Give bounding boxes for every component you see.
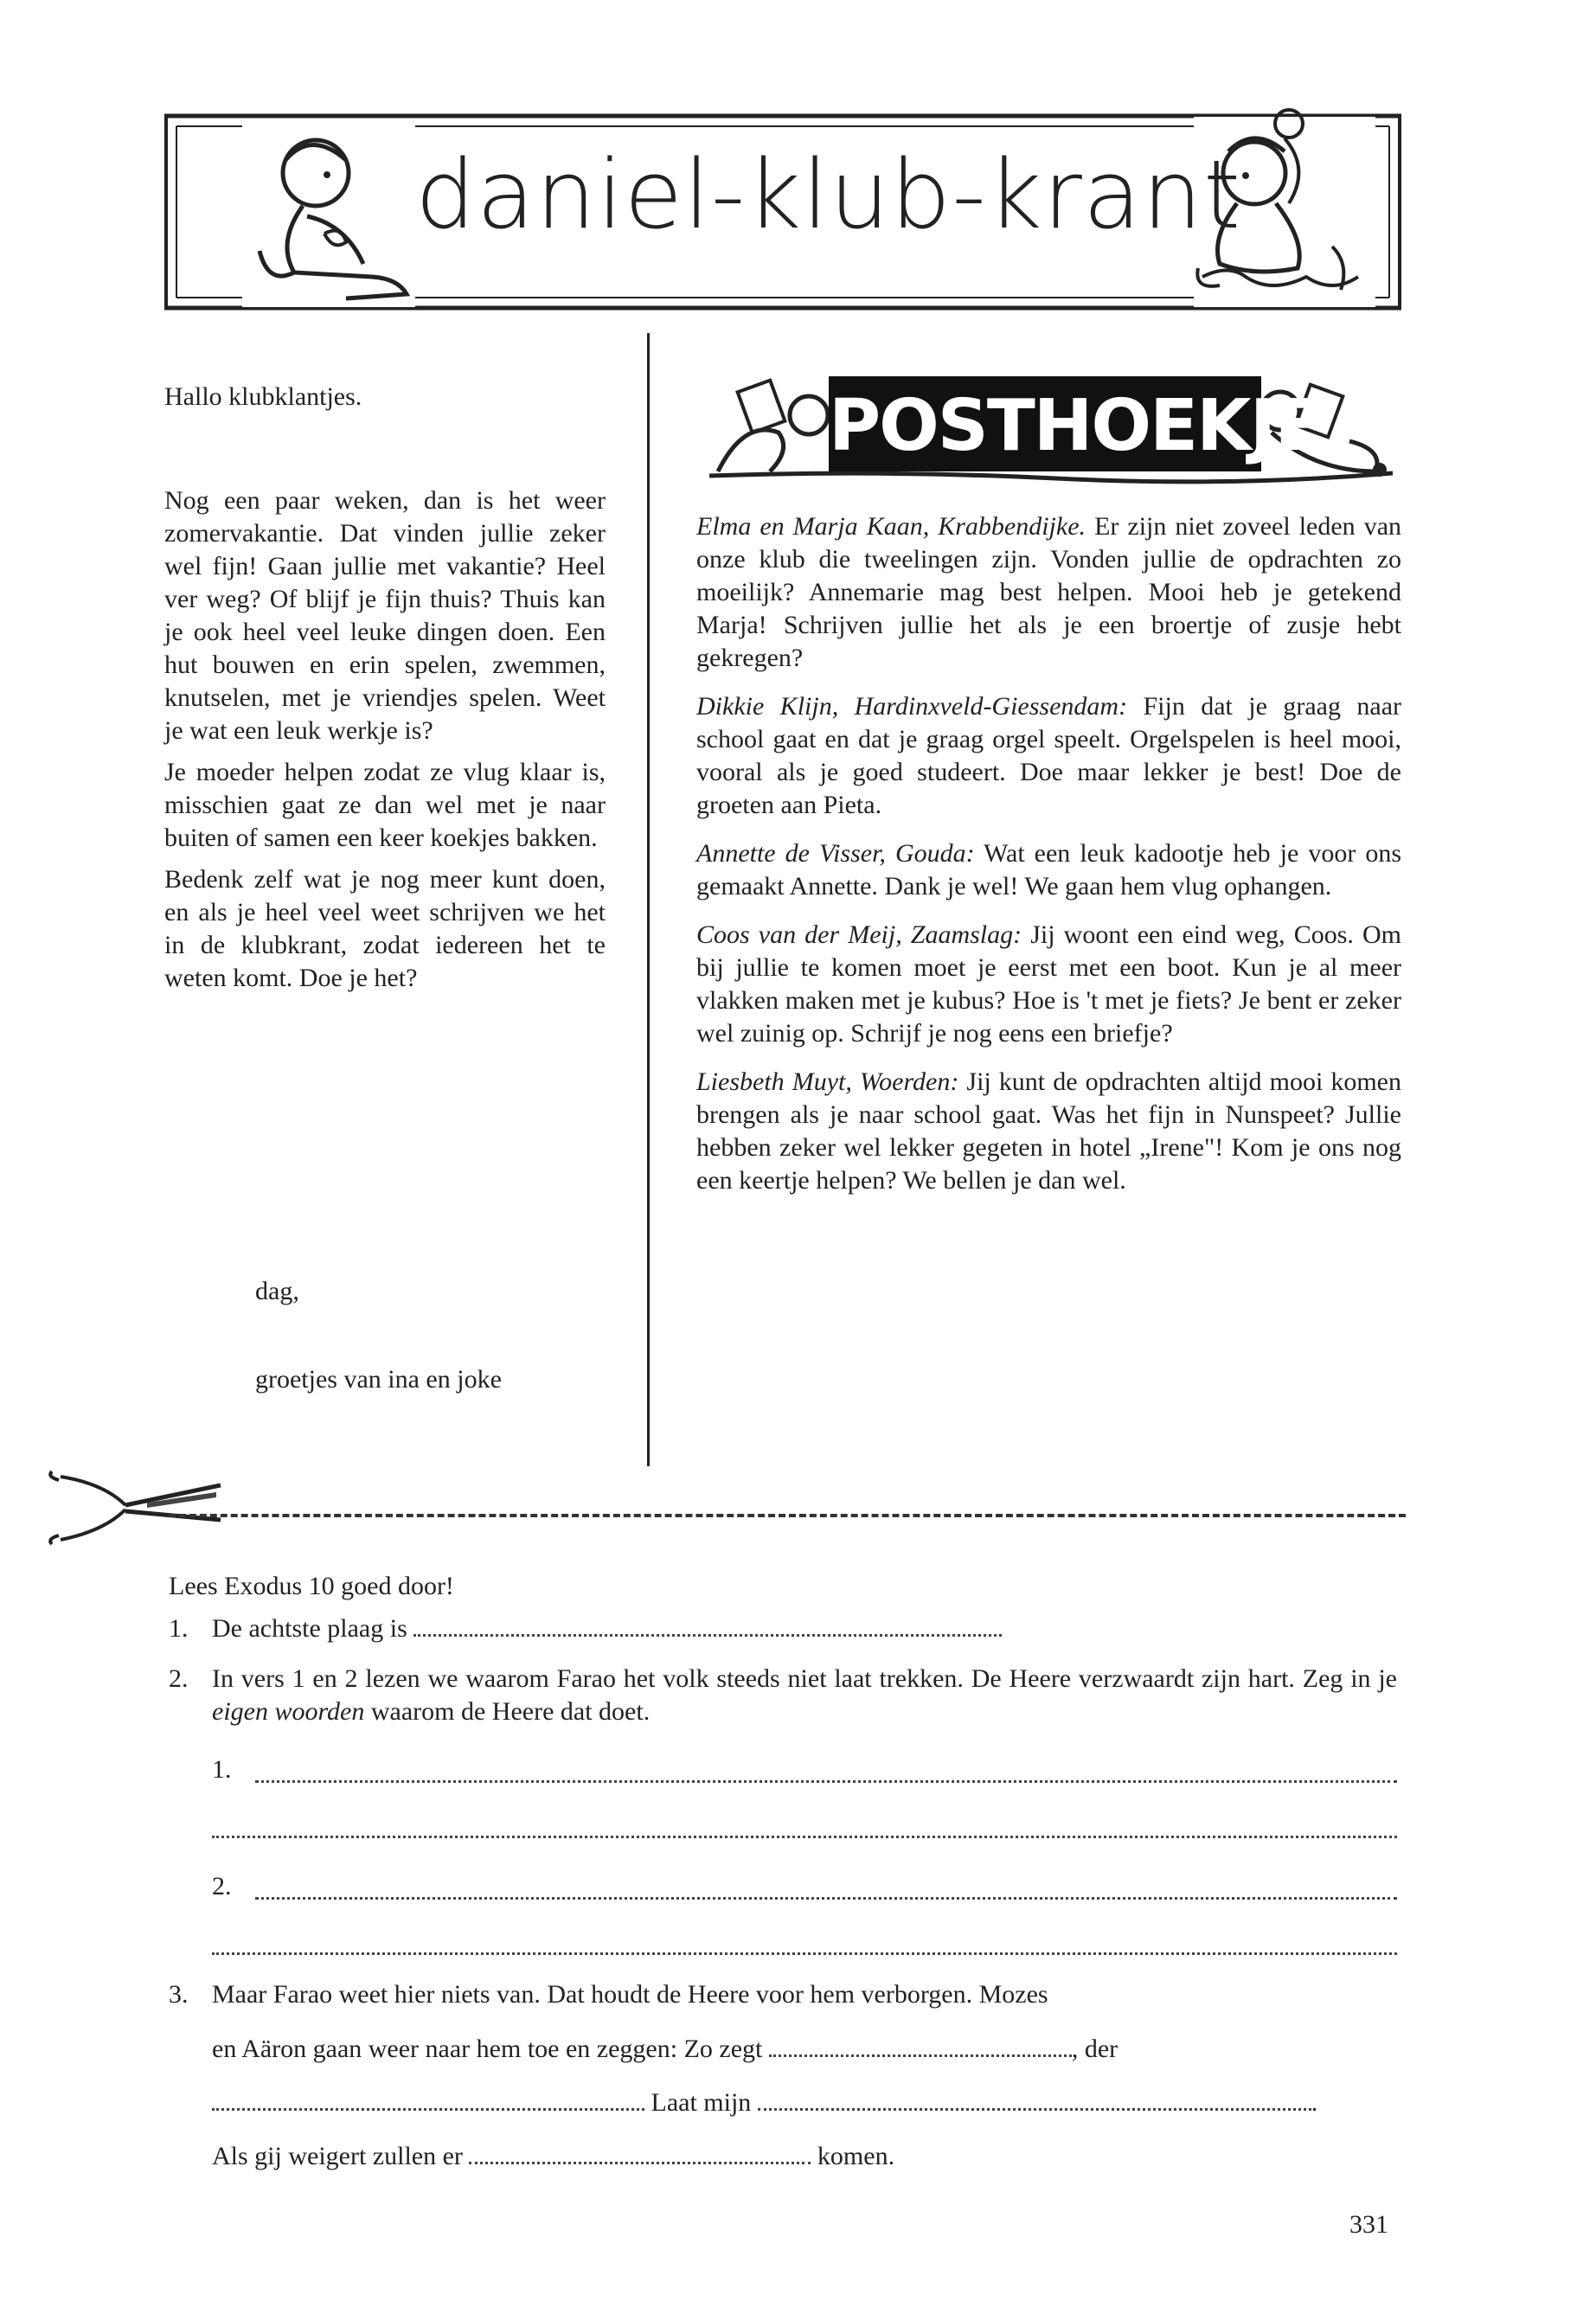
letter-sender: Annette de Visser, Gouda:: [696, 839, 975, 868]
letter-text: Er zijn niet zoveel leden van onze klub die tweelingen zijn. Vonden jullie de opdrachten zo moeilijk? Annemarie mag best helpen. Mooi heb je getekend Marja! Schrijven jullie het als je een broertje of zusje hebt gekregen?: [696, 512, 1402, 672]
cut-line: [169, 1514, 1406, 1517]
column-divider: [647, 333, 650, 1466]
worksheet-intro: Lees Exodus 10 goed door!: [169, 1572, 454, 1600]
question-number: 1.: [169, 1614, 189, 1643]
question-number: 2.: [169, 1664, 189, 1693]
letters-column: [696, 510, 1401, 1213]
question-3-line-1: Maar Farao weet hier niets van. Dat houdt de Heere voor hem verborgen. Mozes: [212, 1980, 1048, 2009]
header-banner: [164, 112, 1401, 311]
sign-off: dag,: [255, 1277, 299, 1305]
posthoekje-title: POSTHOEKJE: [829, 385, 1322, 467]
greeting: Hallo klubklantjes.: [164, 382, 362, 411]
page-title: daniel-klub-krant: [415, 139, 1242, 250]
letter-text: Wat een leuk kadootje heb je voor ons gemaakt Annette. Dank je wel! We gaan hem vlug ophangen.: [696, 839, 1401, 901]
letter-text: Fijn dat je graag naar school gaat en dat je graag orgel speelt. Orgelspelen is heel mooi, vooral als je goed studeert. Doe maar lekker je best! Doe de groeten aan Pieta.: [696, 692, 1401, 819]
question-text: waarom de Heere dat doet.: [370, 1697, 651, 1726]
answer-blank[interactable]: [469, 2141, 811, 2164]
letter-sender: Elma en Marja Kaan, Krabbendijke.: [696, 512, 1086, 541]
answer-line[interactable]: [212, 1836, 1397, 1838]
answer-line[interactable]: [255, 1897, 1397, 1900]
letter-item: [696, 837, 1401, 903]
sub-answer-number: 2.: [212, 1872, 232, 1900]
question-3-line-2: [212, 2033, 1118, 2066]
question-3-line-4: [212, 2140, 894, 2173]
answer-blank[interactable]: [769, 2034, 1072, 2057]
answer-blank[interactable]: [413, 1613, 1002, 1637]
question-text: .: [1311, 2088, 1318, 2117]
letter-sender: Liesbeth Muyt, Woerden:: [696, 1067, 959, 1096]
paragraph: Je moeder helpen zodat ze vlug klaar is, misschien gaat ze dan wel met je naar buiten of samen een keer koekjes bakken.: [164, 758, 606, 852]
question-text: In vers 1 en 2 lezen we waarom Farao het volk steeds niet laat trekken. De Heere verzwaardt zijn hart. Zeg in je: [212, 1664, 1397, 1693]
question-text: en Aäron gaan weer naar hem toe en zeggen: Zo zegt: [212, 2035, 763, 2063]
answer-line[interactable]: [212, 1952, 1397, 1955]
letter-text: Jij woont een eind weg, Coos. Om bij jullie te komen moet je eerst met een boot. Kun je al meer vlakken maken met je kubus? Hoe is 't met je fiets? Je bent er zeker wel zuinig op. Schrijf je nog eens een briefje?: [696, 920, 1402, 1048]
paragraph: Bedenk zelf wat je nog meer kunt doen, en als je heel veel weet schrijven we het in de klubkrant, zodat iedereen het te weten komt. Doe je het?: [164, 865, 606, 992]
question-text: Laat mijn: [651, 2088, 752, 2117]
question-text: Als gij weigert zullen er: [212, 2142, 463, 2170]
editorial-column: [164, 381, 606, 1003]
question-3-line-3: [212, 2086, 1317, 2119]
question-2: [212, 1663, 1397, 1728]
signature: groetjes van ina en joke: [255, 1365, 502, 1394]
letter-item: [696, 690, 1401, 822]
letter-text: Jij kunt de opdrachten altijd mooi komen brengen als je naar school gaat. Was het fijn in Nunspeet? Jullie hebben zeker wel lekker gegeten in hotel „Irene"! Kom je ons nog een keertje helpen? We bellen je dan wel.: [696, 1067, 1401, 1195]
sub-answer-number: 1.: [212, 1755, 232, 1784]
answer-line[interactable]: [255, 1780, 1397, 1783]
question-emphasis: eigen woorden: [212, 1697, 365, 1726]
question-text: komen.: [817, 2142, 895, 2170]
letter-item: [696, 1066, 1401, 1197]
scissors-icon: [43, 1466, 225, 1548]
posthoekje-heading: [709, 368, 1393, 493]
letter-item: [696, 919, 1401, 1050]
answer-blank[interactable]: [212, 2087, 644, 2111]
page-number: 331: [1349, 2210, 1388, 2239]
question-number: 3.: [169, 1980, 189, 2009]
answer-blank[interactable]: [758, 2087, 1311, 2111]
question-text: , der: [1071, 2035, 1118, 2063]
question-text: De achtste plaag is: [212, 1614, 407, 1643]
letter-item: [696, 510, 1401, 675]
letter-sender: Dikkie Klijn, Hardinxveld-Giessendam:: [696, 692, 1128, 721]
paragraph: Nog een paar weken, dan is het weer zomervakantie. Dat vinden jullie zeker wel fijn! Gaan jullie met vakantie? Heel ver weg? Of blijf je fijn thuis? Thuis kan je ook heel veel leuke dingen doen. Een hut bouwen en erin spelen, zwemmen, knutselen, met je vriendjes spelen. Weet je wat een leuk werkje is?: [164, 486, 606, 745]
boy-illustration: [242, 121, 415, 307]
letter-sender: Coos van der Meij, Zaamslag:: [696, 920, 1022, 949]
question-1: [212, 1612, 1002, 1645]
